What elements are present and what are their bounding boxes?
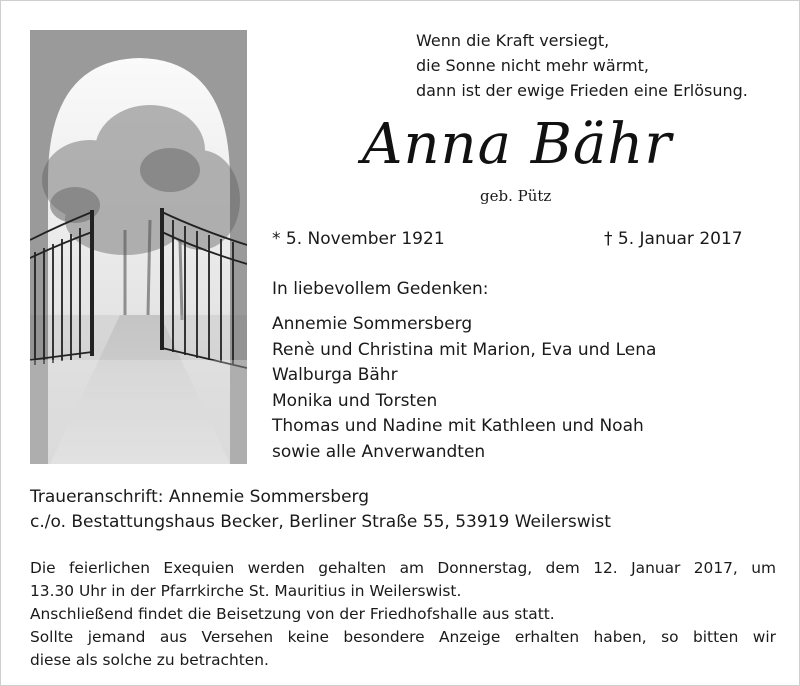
mourner-line: Walburga Bähr (272, 365, 398, 386)
mourners-intro: In liebevollem Gedenken: (272, 279, 489, 299)
poem-line: dann ist der ewige Frieden eine Erlösung. (416, 81, 748, 100)
poem (416, 28, 786, 103)
mourner-line: Thomas und Nadine mit Kathleen und Noah (272, 416, 644, 437)
mourner-line: Renè und Christina mit Marion, Eva und Lena (272, 339, 657, 360)
address-line: Traueranschrift: Annemie Sommersberg (30, 487, 370, 507)
poem-line: die Sonne nicht mehr wärmt, (416, 56, 649, 75)
gate-icon (30, 30, 247, 464)
maiden-name: geb. Pütz (480, 187, 552, 205)
notice-line: 13.30 Uhr in der Pfarrkirche St. Mauritius in Weilerswist. (30, 582, 462, 600)
mourner-line: Monika und Torsten (272, 390, 438, 411)
gate-image (30, 30, 247, 464)
notice-line: Anschließend findet die Beisetzung von der Friedhofshalle aus statt. (30, 605, 555, 623)
mourners-list (272, 312, 656, 466)
mourner-line: Annemie Sommersberg (272, 314, 473, 334)
mourner-line: sowie alle Anverwandten (272, 441, 486, 462)
notice-line: Die feierlichen Exequien werden gehalten am Donnerstag, dem 12. Januar 2017, um (30, 559, 776, 577)
death-date: † 5. Januar 2017 (604, 229, 743, 249)
funeral-notice (30, 557, 776, 672)
deceased-name: Anna Bähr (362, 112, 673, 177)
address-line: c./o. Bestattungshaus Becker, Berliner Straße 55, 53919 Weilerswist (30, 512, 611, 532)
mourning-address (30, 485, 611, 535)
notice-line: Sollte jemand aus Versehen keine besondere Anzeige erhalten haben, so bitten wir (30, 628, 776, 646)
poem-line: Wenn die Kraft versiegt, (416, 31, 610, 50)
notice-line: diese als solche zu betrachten. (30, 651, 269, 669)
birth-date: * 5. November 1921 (272, 229, 445, 249)
